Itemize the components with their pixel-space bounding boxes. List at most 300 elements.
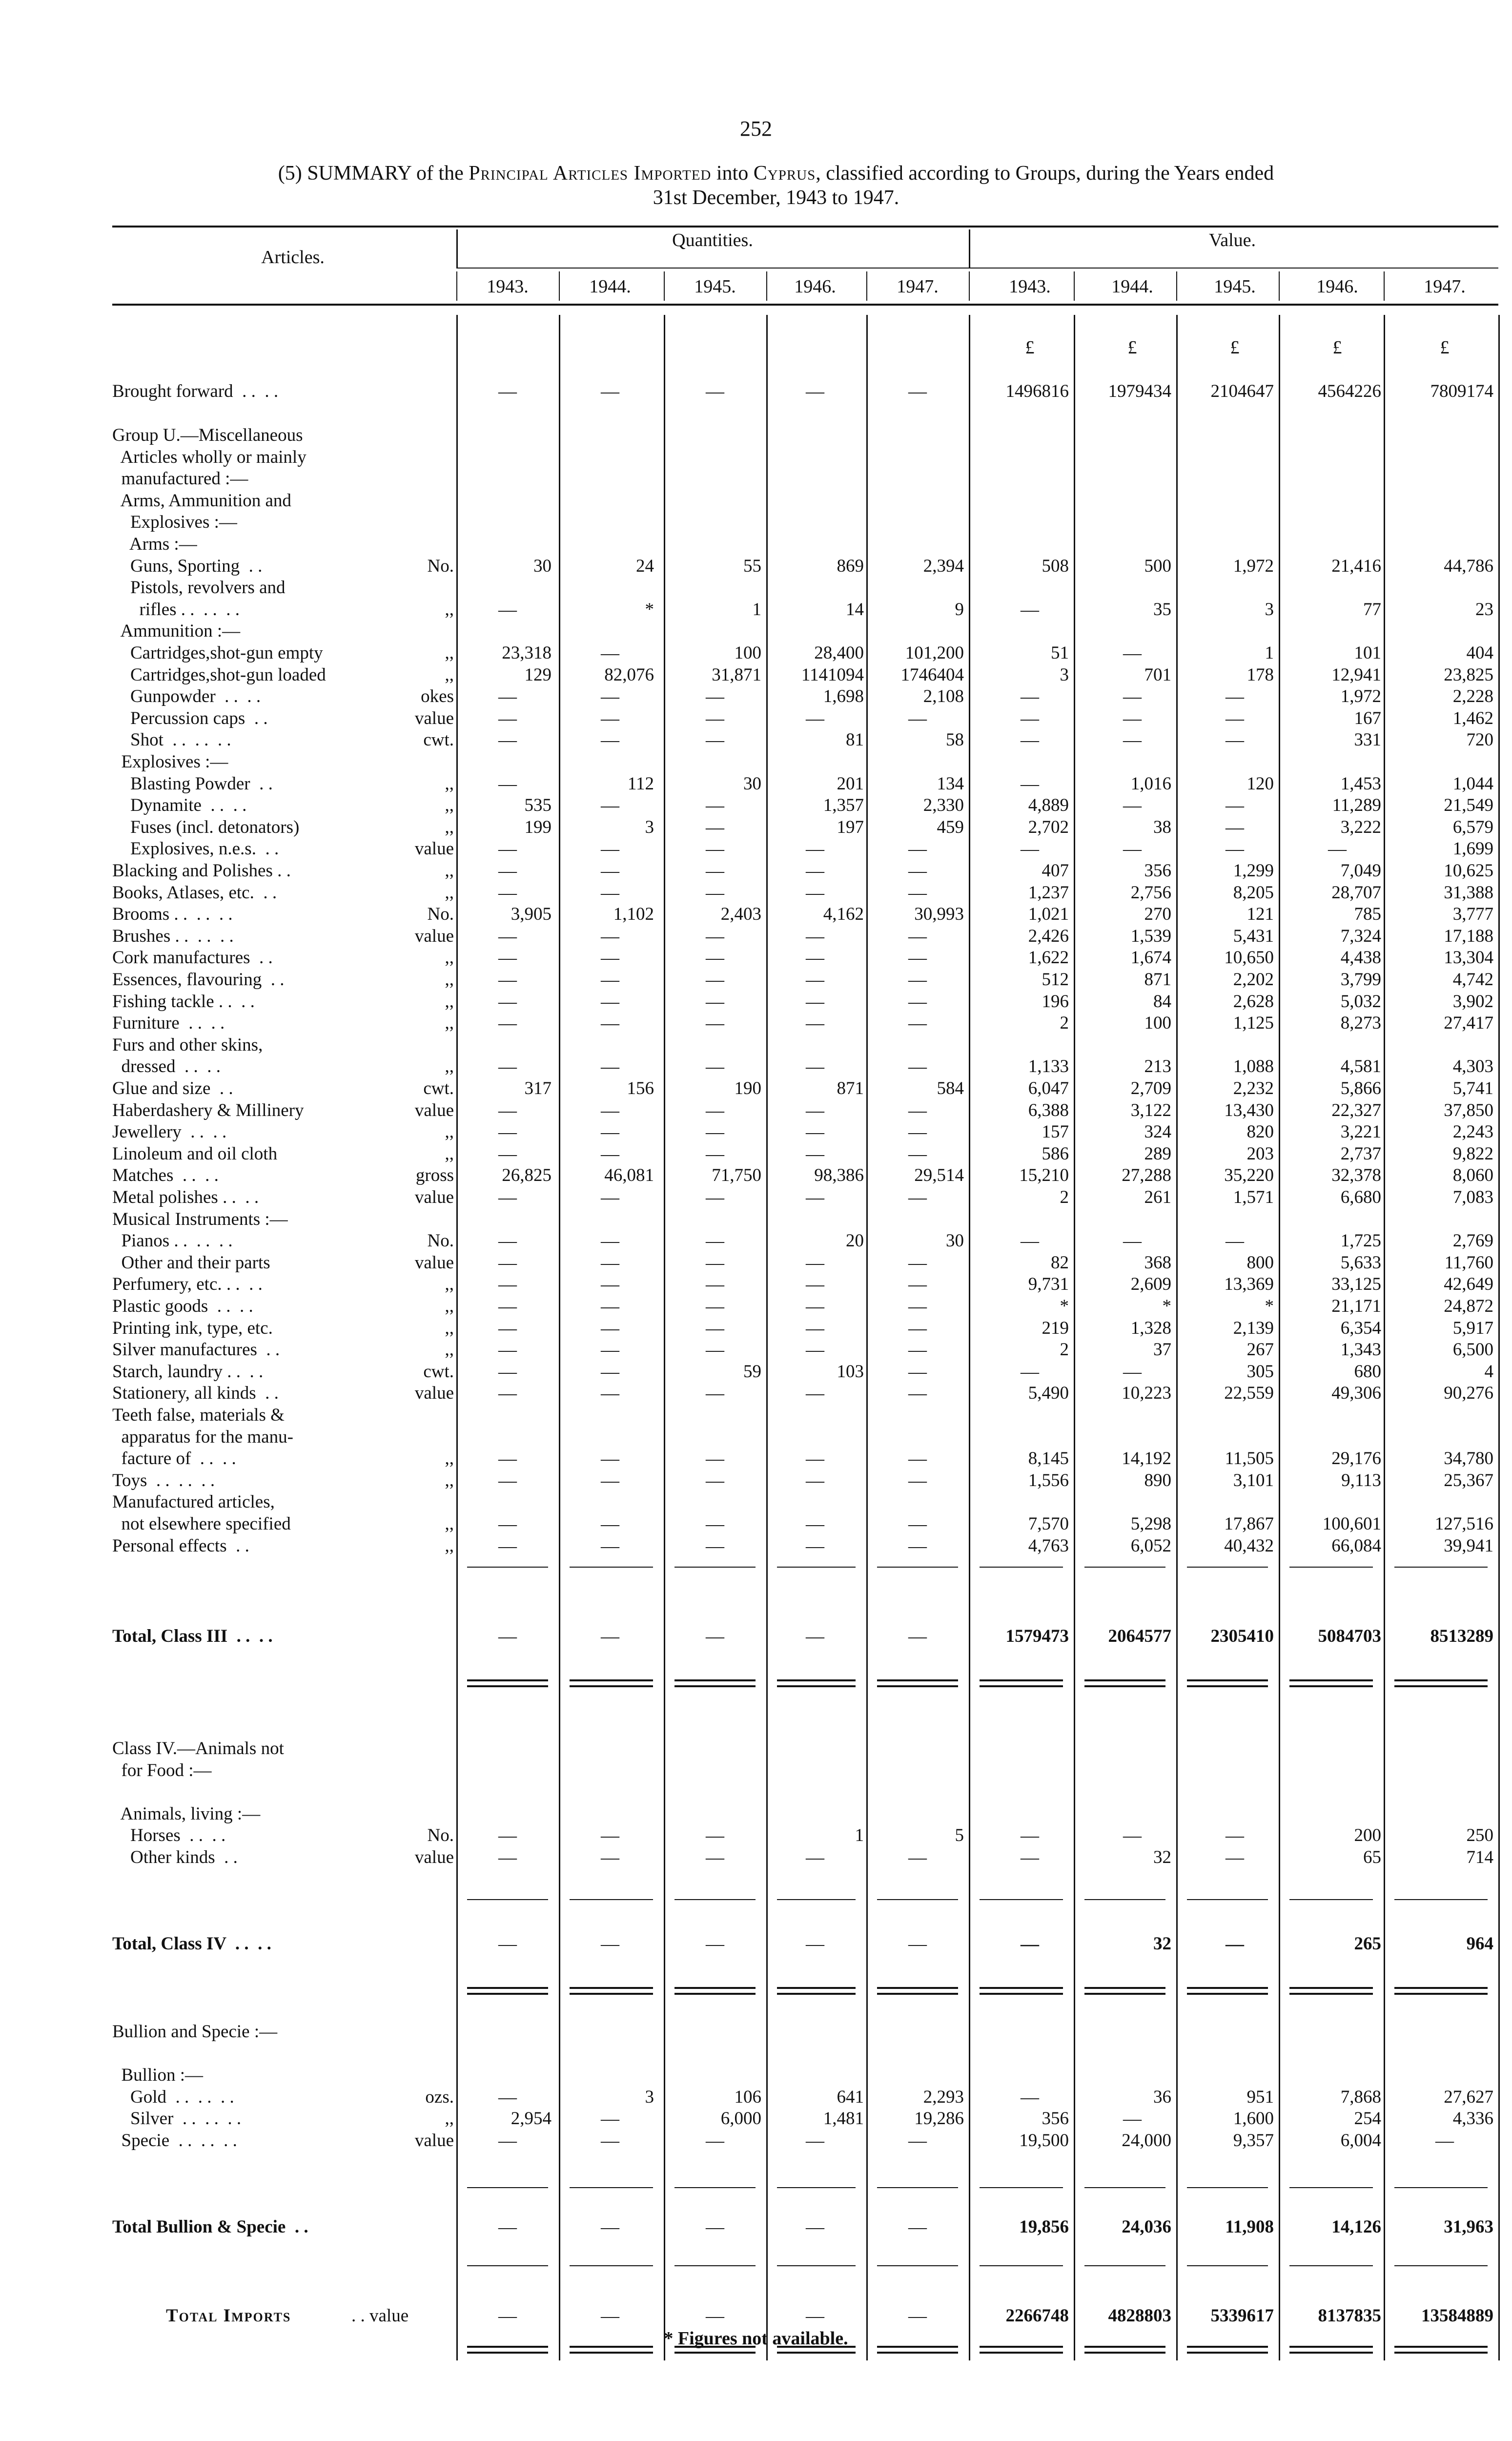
value-cell: 51 [1051, 643, 1069, 663]
subtotal-rule [1084, 2265, 1165, 2266]
row-label: Teeth false, materials & [112, 1405, 285, 1425]
quantity-cell: — [806, 1383, 824, 1404]
row-unit: cwt. [423, 1361, 454, 1382]
quantity-cell: — [908, 1252, 927, 1273]
quantity-cell: — [498, 1470, 517, 1491]
value-cell: 65 [1363, 1847, 1381, 1867]
value-cell: — [1226, 730, 1244, 751]
value-cell: 5339617 [1210, 2306, 1274, 2326]
total-double-rule [1084, 1993, 1165, 1995]
value-cell: 1,699 [1452, 839, 1493, 859]
value-cell: 6,579 [1452, 817, 1493, 837]
quantity-cell: — [806, 1318, 824, 1339]
quantity-cell: — [498, 1296, 517, 1317]
row-label: Cartridges,shot-gun loaded [112, 664, 326, 685]
quantity-cell: — [706, 1187, 724, 1208]
row-unit: cwt. [423, 1078, 454, 1098]
value-cell: 27,417 [1444, 1013, 1493, 1034]
quantity-cell: — [806, 861, 824, 881]
quantity-cell: — [498, 2306, 517, 2326]
value-cell: 3,777 [1452, 904, 1493, 925]
footnote: * Figures not available. [664, 2328, 848, 2349]
quantity-cell: — [498, 708, 517, 729]
value-cell: 2,756 [1130, 882, 1171, 903]
quantity-cell: — [706, 1122, 724, 1143]
header-year: 1946. [1316, 276, 1358, 297]
quantity-cell: — [706, 381, 724, 402]
row-label: Cork manufactures . . [112, 948, 273, 968]
quantity-cell: 1,102 [613, 904, 654, 925]
value-cell: 27,627 [1444, 2087, 1493, 2107]
row-label: Gunpowder . . . . [112, 686, 261, 707]
quantity-cell: 1 [855, 1825, 864, 1846]
value-cell: 2,243 [1452, 1122, 1493, 1142]
row-unit: value [414, 1100, 454, 1120]
subtotal-rule [1394, 2187, 1488, 2188]
value-cell: 3,101 [1233, 1470, 1274, 1490]
quantity-cell: — [601, 1187, 619, 1208]
quantity-cell: — [601, 643, 619, 663]
currency-symbol: £ [1025, 337, 1035, 358]
value-cell: 800 [1246, 1252, 1274, 1273]
column-rule [559, 315, 560, 2360]
value-cell: 13,369 [1224, 1274, 1274, 1295]
value-cell: 13,430 [1224, 1100, 1274, 1120]
quantity-cell: 82,076 [604, 664, 654, 685]
subtotal-rule [467, 1567, 548, 1568]
row-label: Books, Atlases, etc. . . [112, 882, 277, 903]
header-divider [559, 271, 560, 301]
quantity-cell: — [498, 1252, 517, 1273]
value-cell: 5084703 [1318, 1626, 1381, 1646]
quantity-cell: 3,905 [511, 904, 552, 925]
value-cell: 1579473 [1005, 1626, 1069, 1646]
value-cell: 2,232 [1233, 1078, 1274, 1098]
quantity-cell: — [601, 882, 619, 903]
quantity-cell: — [498, 2131, 517, 2151]
value-cell: 4828803 [1108, 2306, 1171, 2326]
quantity-cell: 129 [524, 664, 552, 685]
value-cell: 23 [1475, 599, 1493, 620]
quantity-cell: — [706, 708, 724, 729]
row-unit: ,, [445, 970, 454, 990]
subtotal-rule [777, 1567, 856, 1568]
quantity-cell: — [601, 1470, 619, 1491]
total-double-rule [674, 1679, 756, 1681]
value-cell: — [1123, 1825, 1142, 1846]
row-unit: value [414, 708, 454, 728]
total-double-rule [877, 1993, 958, 1995]
value-cell: 1,237 [1028, 882, 1069, 903]
row-label: Animals, living :— [112, 1803, 261, 1824]
total-double-rule [1394, 1685, 1488, 1687]
value-cell: 44,786 [1444, 556, 1493, 576]
value-cell: 11,505 [1225, 1448, 1274, 1469]
quantity-cell: — [601, 2306, 619, 2326]
quantity-cell: — [908, 948, 927, 969]
value-cell: 1,133 [1028, 1056, 1069, 1077]
total-double-rule [570, 1993, 653, 1995]
row-label: facture of . . . . [112, 1448, 236, 1469]
value-cell: 37 [1153, 1340, 1171, 1360]
value-cell: 2,737 [1340, 1143, 1381, 1164]
value-cell: 5,917 [1452, 1318, 1493, 1338]
quantity-cell: — [706, 1056, 724, 1077]
value-cell: 7,049 [1340, 861, 1381, 881]
column-rule [1498, 315, 1500, 2360]
quantity-cell: — [498, 1013, 517, 1034]
quantity-cell: — [706, 1100, 724, 1121]
header-year: 1944. [589, 276, 631, 297]
value-cell: 49,306 [1331, 1383, 1381, 1404]
row-unit: cwt. [423, 730, 454, 750]
header-year: 1944. [1111, 276, 1153, 297]
row-unit: No. [427, 556, 454, 576]
row-label: Class IV.—Animals not [112, 1738, 284, 1758]
rule-top [112, 226, 1498, 228]
subtotal-rule [674, 1567, 756, 1568]
value-cell: 4,742 [1452, 970, 1493, 990]
title-part: Principal Articles Imported [469, 162, 712, 185]
quantity-cell: 2,330 [923, 795, 964, 816]
quantity-cell: — [601, 1514, 619, 1534]
value-cell: 1,299 [1233, 861, 1274, 881]
row-label: dressed . . . . [112, 1056, 221, 1077]
quantity-cell: 1,481 [823, 2109, 864, 2129]
quantity-cell: — [908, 882, 927, 903]
quantity-cell: — [706, 1383, 724, 1404]
row-label: Explosives :— [112, 752, 228, 772]
quantity-cell: * [645, 599, 654, 620]
value-cell: 1,453 [1340, 773, 1381, 794]
value-cell: 2,702 [1028, 817, 1069, 837]
total-double-rule [467, 1685, 548, 1687]
row-label: rifles . . . . . . [112, 599, 240, 620]
total-double-rule [467, 1993, 548, 1995]
total-double-rule [1084, 1679, 1165, 1681]
total-double-rule [1084, 2352, 1165, 2354]
quantity-cell: — [908, 1100, 927, 1121]
row-label: Bullion :— [112, 2065, 204, 2086]
quantity-cell: — [908, 926, 927, 947]
value-cell: 964 [1466, 1934, 1493, 1954]
quantity-cell: — [806, 1296, 824, 1317]
quantity-cell: — [908, 2306, 927, 2326]
value-cell: 951 [1246, 2087, 1274, 2107]
value-cell: — [1226, 1825, 1244, 1846]
value-cell: — [1021, 839, 1039, 860]
quantity-cell: — [706, 1825, 724, 1846]
value-cell: 2305410 [1210, 1626, 1274, 1646]
header-divider-major [969, 229, 970, 269]
value-cell: 785 [1354, 904, 1381, 925]
column-rule [664, 315, 665, 2360]
value-cell: 1979434 [1108, 381, 1171, 401]
value-cell: 7,570 [1028, 1514, 1069, 1534]
quantity-cell: 29,514 [914, 1165, 964, 1186]
header-divider [766, 271, 767, 301]
value-cell: 21,416 [1331, 556, 1381, 576]
quantity-cell: 459 [937, 817, 964, 837]
quantity-cell: — [908, 1535, 927, 1556]
value-cell: 33,125 [1331, 1274, 1381, 1295]
value-cell: 1,021 [1028, 904, 1069, 925]
subtotal-rule [877, 1899, 958, 1900]
quantity-cell: — [706, 1252, 724, 1273]
value-cell: 12,941 [1331, 664, 1381, 685]
value-cell: 40,432 [1224, 1535, 1274, 1556]
value-cell: 5,431 [1233, 926, 1274, 946]
subtotal-rule [1289, 1567, 1373, 1568]
row-label: Printing ink, type, etc. [112, 1318, 273, 1338]
total-double-rule [1289, 2352, 1373, 2354]
quantity-cell: — [601, 1056, 619, 1077]
value-cell: 32,378 [1331, 1165, 1381, 1186]
row-label: Brushes . . . . . . [112, 926, 234, 946]
row-unit: ,, [445, 1013, 454, 1034]
quantity-cell: — [908, 1143, 927, 1164]
value-cell: — [1123, 2109, 1142, 2130]
row-label: Pianos . . . . . . [112, 1231, 233, 1251]
row-unit: value [414, 839, 454, 859]
subtotal-rule [877, 2265, 958, 2266]
value-cell: 5,298 [1130, 1514, 1171, 1534]
quantity-cell: — [908, 1514, 927, 1534]
quantity-cell: — [806, 970, 824, 990]
value-cell: 4,336 [1452, 2109, 1493, 2129]
row-unit: ,, [445, 948, 454, 968]
subtotal-rule [877, 2187, 958, 2188]
quantity-cell: — [498, 1825, 517, 1846]
value-cell: 4564226 [1318, 381, 1381, 401]
value-cell: 2,709 [1130, 1078, 1171, 1098]
row-unit: ,, [445, 1470, 454, 1490]
value-cell: 15,210 [1019, 1165, 1069, 1186]
row-label: apparatus for the manu- [112, 1427, 293, 1447]
value-cell: 121 [1246, 904, 1274, 925]
value-cell: 2,228 [1452, 686, 1493, 707]
quantity-cell: — [908, 2131, 927, 2151]
row-label: Group U.—Miscellaneous [112, 425, 303, 445]
value-cell: 305 [1246, 1361, 1274, 1382]
quantity-cell: — [601, 686, 619, 707]
value-cell: 5,490 [1028, 1383, 1069, 1404]
subtotal-rule [1289, 1899, 1373, 1900]
quantity-cell: 2,108 [923, 686, 964, 707]
value-cell: — [1435, 2131, 1454, 2151]
quantity-cell: 30 [946, 1231, 964, 1251]
header-year: 1946. [794, 276, 836, 297]
quantity-cell: 3 [645, 2087, 654, 2107]
quantity-cell: — [706, 1231, 724, 1252]
value-cell: 4,303 [1452, 1056, 1493, 1077]
value-cell: 3,221 [1340, 1122, 1381, 1142]
total-double-rule [674, 1987, 756, 1989]
value-cell: 508 [1042, 556, 1069, 576]
quantity-cell: — [498, 2087, 517, 2108]
value-cell: 3 [1265, 599, 1274, 620]
total-double-rule [467, 1987, 548, 1989]
quantity-cell: — [498, 686, 517, 707]
quantity-cell: 14 [846, 599, 864, 620]
quantity-cell: — [706, 1934, 724, 1954]
row-label: Percussion caps . . [112, 708, 268, 728]
total-double-rule [1187, 1685, 1268, 1687]
currency-symbol: £ [1127, 337, 1137, 358]
value-cell: 37,850 [1444, 1100, 1493, 1120]
quantity-cell: — [601, 1626, 619, 1647]
total-double-rule [877, 1679, 958, 1681]
subtotal-rule [777, 2187, 856, 2188]
quantity-cell: — [498, 1143, 517, 1164]
row-unit: ,, [445, 1296, 454, 1316]
value-cell: 39,941 [1444, 1535, 1493, 1556]
subtotal-rule [570, 2187, 653, 2188]
quantity-cell: — [498, 1514, 517, 1534]
quantity-cell: — [908, 2217, 927, 2237]
header-year: 1945. [694, 276, 736, 297]
quantity-cell: — [706, 2131, 724, 2151]
quantity-cell: — [706, 730, 724, 751]
subtotal-rule [1289, 2265, 1373, 2266]
quantity-cell: — [601, 1143, 619, 1164]
quantity-cell: — [806, 1514, 824, 1534]
subtotal-rule [980, 1567, 1063, 1568]
quantity-cell: — [806, 991, 824, 1012]
quantity-cell: 26,825 [502, 1165, 552, 1186]
subtotal-rule [777, 1899, 856, 1900]
value-cell: 720 [1466, 730, 1493, 750]
row-unit: ,, [445, 1514, 454, 1534]
quantity-cell: — [806, 381, 824, 402]
value-cell: 10,625 [1444, 861, 1493, 881]
row-label: Articles wholly or mainly [112, 447, 306, 467]
currency-symbol: £ [1230, 337, 1240, 358]
value-cell: 5,633 [1340, 1252, 1381, 1273]
subtotal-rule [570, 2265, 653, 2266]
value-cell: 265 [1354, 1934, 1381, 1954]
quantity-cell: — [601, 1383, 619, 1404]
total-double-rule [1394, 1987, 1488, 1989]
row-label: Brooms . . . . . . [112, 904, 233, 925]
value-cell: 890 [1144, 1470, 1171, 1490]
quantity-cell: — [908, 1448, 927, 1469]
value-cell: 9,822 [1452, 1143, 1493, 1164]
total-double-rule [674, 2352, 756, 2354]
value-cell: — [1226, 1231, 1244, 1252]
header-year: 1945. [1214, 276, 1256, 297]
row-label: Brought forward . . . . [112, 381, 279, 401]
quantity-cell: — [706, 1143, 724, 1164]
quantity-cell: — [908, 708, 927, 729]
row-label: Haberdashery & Millinery [112, 1100, 304, 1120]
value-cell: — [1021, 686, 1039, 707]
subtotal-rule [674, 2187, 756, 2188]
value-cell: — [1123, 1361, 1142, 1382]
value-cell: 586 [1042, 1143, 1069, 1164]
total-double-rule [877, 1685, 958, 1687]
value-cell: 4,581 [1340, 1056, 1381, 1077]
value-cell: 9,113 [1341, 1470, 1381, 1490]
total-imports-label: Total Imports [166, 2306, 291, 2326]
quantity-cell: 55 [743, 556, 761, 576]
row-unit: ,, [445, 1122, 454, 1142]
row-unit: ,, [445, 2109, 454, 2129]
quantity-cell: — [601, 1847, 619, 1868]
quantity-cell: 1746404 [900, 664, 964, 685]
value-cell: 42,649 [1444, 1274, 1493, 1295]
header-year: 1943. [1009, 276, 1051, 297]
value-cell: 500 [1144, 556, 1171, 576]
value-cell: 254 [1354, 2109, 1381, 2129]
value-cell: — [1021, 1231, 1039, 1252]
value-cell: — [1123, 708, 1142, 729]
quantity-cell: — [498, 1274, 517, 1295]
row-label: Fuses (incl. detonators) [112, 817, 300, 837]
value-cell: 66,084 [1331, 1535, 1381, 1556]
total-double-rule [980, 2352, 1063, 2354]
header-divider [1384, 271, 1385, 301]
row-unit: ,, [445, 1143, 454, 1164]
value-cell: 21,549 [1444, 795, 1493, 816]
subtotal-rule [1084, 2187, 1165, 2188]
value-cell: 356 [1144, 861, 1171, 881]
quantity-cell: — [601, 991, 619, 1012]
header-value: Value. [1208, 230, 1256, 250]
total-imports-unit: . . value [351, 2306, 409, 2326]
quantity-cell: — [706, 948, 724, 969]
row-label: Essences, flavouring . . [112, 970, 285, 990]
total-double-rule [674, 1993, 756, 1995]
value-cell: 407 [1042, 861, 1069, 881]
quantity-cell: — [498, 1318, 517, 1339]
value-cell: 714 [1466, 1847, 1493, 1867]
value-cell: 9,357 [1233, 2131, 1274, 2151]
row-label: not elsewhere specified [112, 1514, 291, 1534]
value-cell: — [1123, 643, 1142, 663]
quantity-cell: — [806, 1100, 824, 1121]
header-year: 1943. [487, 276, 529, 297]
quantity-cell: — [706, 2306, 724, 2326]
value-cell: 21,171 [1331, 1296, 1381, 1316]
quantity-cell: — [908, 1847, 927, 1868]
value-cell: 2104647 [1210, 381, 1274, 401]
value-cell: 200 [1354, 1825, 1381, 1846]
value-cell: — [1021, 708, 1039, 729]
row-label: Cartridges,shot-gun empty [112, 643, 323, 663]
quantity-cell: 30 [743, 773, 761, 794]
value-cell: 1,972 [1340, 686, 1381, 707]
quantity-cell: — [601, 2109, 619, 2130]
quantity-cell: — [806, 1056, 824, 1077]
quantity-cell: 641 [837, 2087, 864, 2107]
quantity-cell: — [806, 1934, 824, 1954]
quantity-cell: 156 [627, 1078, 654, 1098]
row-unit: value [414, 1252, 454, 1273]
row-label: Personal effects . . [112, 1535, 249, 1556]
value-cell: 4,438 [1340, 948, 1381, 968]
value-cell: 17,188 [1444, 926, 1493, 946]
subtotal-rule [980, 2187, 1063, 2188]
quantity-cell: 19,286 [914, 2109, 964, 2129]
value-cell: 2,628 [1233, 991, 1274, 1012]
total-double-rule [1084, 1987, 1165, 1989]
total-double-rule [1289, 1685, 1373, 1687]
subtotal-rule [674, 2265, 756, 2266]
quantity-cell: — [601, 381, 619, 402]
row-unit: value [414, 926, 454, 946]
quantity-cell: 31,871 [712, 664, 761, 685]
